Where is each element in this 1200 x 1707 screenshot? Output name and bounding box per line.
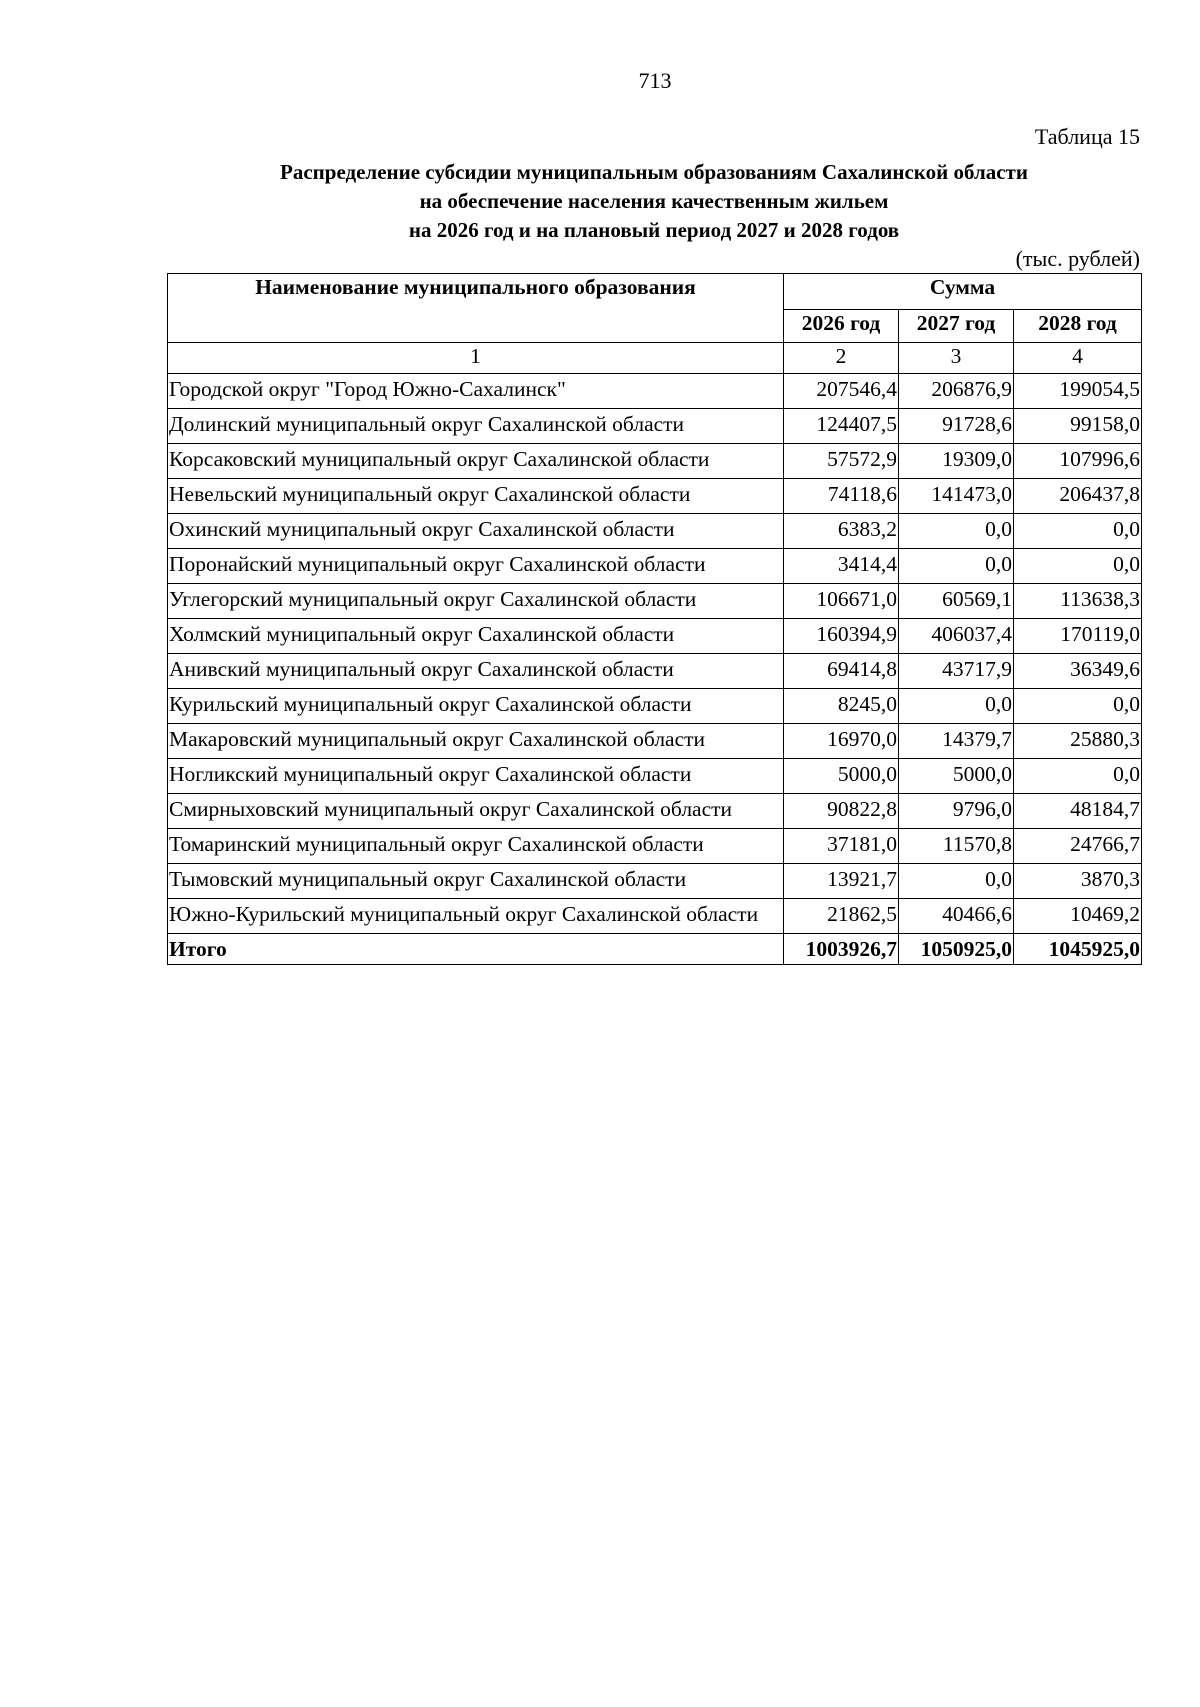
amount-2027: 0,0	[899, 689, 1014, 724]
amount-2026: 16970,0	[784, 724, 899, 759]
amount-2027: 14379,7	[899, 724, 1014, 759]
municipality-name: Ногликский муниципальный округ Сахалинской области	[168, 759, 784, 794]
amount-2028: 0,0	[1014, 759, 1142, 794]
municipality-name: Тымовский муниципальный округ Сахалинской области	[168, 864, 784, 899]
amount-2026: 74118,6	[784, 479, 899, 514]
header-sum: Сумма	[784, 274, 1142, 310]
amount-2026: 6383,2	[784, 514, 899, 549]
amount-2026: 160394,9	[784, 619, 899, 654]
amount-2027: 141473,0	[899, 479, 1014, 514]
amount-2026: 5000,0	[784, 759, 899, 794]
amount-2027: 40466,6	[899, 899, 1014, 934]
municipality-name: Томаринский муниципальный округ Сахалинской области	[168, 829, 784, 864]
municipality-name: Анивский муниципальный округ Сахалинской области	[168, 654, 784, 689]
municipality-name: Городской округ "Город Южно-Сахалинск"	[168, 374, 784, 409]
amount-2027: 0,0	[899, 549, 1014, 584]
amount-2028: 0,0	[1014, 689, 1142, 724]
amount-2028: 48184,7	[1014, 794, 1142, 829]
amount-2028: 0,0	[1014, 514, 1142, 549]
amount-2026: 207546,4	[784, 374, 899, 409]
table-row	[168, 899, 1142, 934]
municipality-name: Макаровский муниципальный округ Сахалинской области	[168, 724, 784, 759]
table-row	[168, 409, 1142, 444]
header-year-2026: 2026 год	[784, 309, 899, 342]
amount-2028: 10469,2	[1014, 899, 1142, 934]
title-line-3: на 2026 год и на плановый период 2027 и 2028 годов	[408, 218, 900, 242]
table-row	[168, 829, 1142, 864]
column-number: 4	[1014, 343, 1142, 374]
municipality-name: Долинский муниципальный округ Сахалинской области	[168, 409, 784, 444]
table-row	[168, 759, 1142, 794]
total-2026: 1003926,7	[784, 934, 899, 965]
column-number: 2	[784, 343, 899, 374]
amount-2028: 24766,7	[1014, 829, 1142, 864]
amount-2027: 91728,6	[899, 409, 1014, 444]
municipality-name: Поронайский муниципальный округ Сахалинской области	[168, 549, 784, 584]
table-row	[168, 864, 1142, 899]
title-line-2: на обеспечение населения качественным жильем	[419, 189, 889, 213]
municipality-name: Невельский муниципальный округ Сахалинской области	[168, 479, 784, 514]
table-row	[168, 584, 1142, 619]
amount-2027: 5000,0	[899, 759, 1014, 794]
amount-2027: 406037,4	[899, 619, 1014, 654]
table-row	[168, 724, 1142, 759]
amount-2026: 8245,0	[784, 689, 899, 724]
total-2027: 1050925,0	[899, 934, 1014, 965]
table-row	[168, 689, 1142, 724]
table-label: Таблица 15	[1034, 124, 1140, 149]
amount-2027: 9796,0	[899, 794, 1014, 829]
amount-2028: 36349,6	[1014, 654, 1142, 689]
amount-2026: 37181,0	[784, 829, 899, 864]
amount-2028: 0,0	[1014, 549, 1142, 584]
amount-2028: 206437,8	[1014, 479, 1142, 514]
amount-2027: 43717,9	[899, 654, 1014, 689]
header-name: Наименование муниципального образования	[168, 274, 784, 343]
amount-2027: 206876,9	[899, 374, 1014, 409]
amount-2027: 60569,1	[899, 584, 1014, 619]
municipality-name: Курильский муниципальный округ Сахалинской области	[168, 689, 784, 724]
total-label: Итого	[168, 934, 784, 965]
amount-2026: 3414,4	[784, 549, 899, 584]
amount-2028: 113638,3	[1014, 584, 1142, 619]
document-title	[168, 158, 1140, 245]
amount-2028: 99158,0	[1014, 409, 1142, 444]
total-row	[168, 934, 1142, 965]
municipality-name: Смирныховский муниципальный округ Сахалинской области	[168, 794, 784, 829]
title-line-1: Распределение субсидии муниципальным образованиям Сахалинской области	[280, 160, 1028, 184]
amount-2026: 21862,5	[784, 899, 899, 934]
amount-2026: 90822,8	[784, 794, 899, 829]
amount-2026: 106671,0	[784, 584, 899, 619]
amount-2027: 0,0	[899, 864, 1014, 899]
table-row	[168, 619, 1142, 654]
table-row	[168, 549, 1142, 584]
municipality-name: Холмский муниципальный округ Сахалинской области	[168, 619, 784, 654]
amount-2027: 11570,8	[899, 829, 1014, 864]
column-number: 1	[168, 343, 784, 374]
total-2028: 1045925,0	[1014, 934, 1142, 965]
municipality-name: Корсаковский муниципальный округ Сахалинской области	[168, 444, 784, 479]
amount-2028: 107996,6	[1014, 444, 1142, 479]
municipality-name: Южно-Курильский муниципальный округ Сахалинской области	[168, 899, 784, 934]
amount-2027: 0,0	[899, 514, 1014, 549]
municipality-name: Охинский муниципальный округ Сахалинской области	[168, 514, 784, 549]
amount-2026: 13921,7	[784, 864, 899, 899]
municipality-name: Углегорский муниципальный округ Сахалинской области	[168, 584, 784, 619]
table-body	[168, 374, 1142, 934]
header-year-2028: 2028 год	[1014, 309, 1142, 342]
units-label: (тыс. рублей)	[1015, 246, 1140, 271]
page-number: 713	[638, 68, 672, 93]
table-row	[168, 374, 1142, 409]
subsidy-table	[167, 273, 1142, 965]
table-row	[168, 794, 1142, 829]
table-row	[168, 514, 1142, 549]
amount-2026: 69414,8	[784, 654, 899, 689]
table-row	[168, 479, 1142, 514]
amount-2028: 3870,3	[1014, 864, 1142, 899]
table-row	[168, 444, 1142, 479]
header-year-2027: 2027 год	[899, 309, 1014, 342]
column-number: 3	[899, 343, 1014, 374]
amount-2028: 199054,5	[1014, 374, 1142, 409]
amount-2028: 170119,0	[1014, 619, 1142, 654]
amount-2026: 57572,9	[784, 444, 899, 479]
table-row	[168, 654, 1142, 689]
amount-2026: 124407,5	[784, 409, 899, 444]
amount-2028: 25880,3	[1014, 724, 1142, 759]
amount-2027: 19309,0	[899, 444, 1014, 479]
